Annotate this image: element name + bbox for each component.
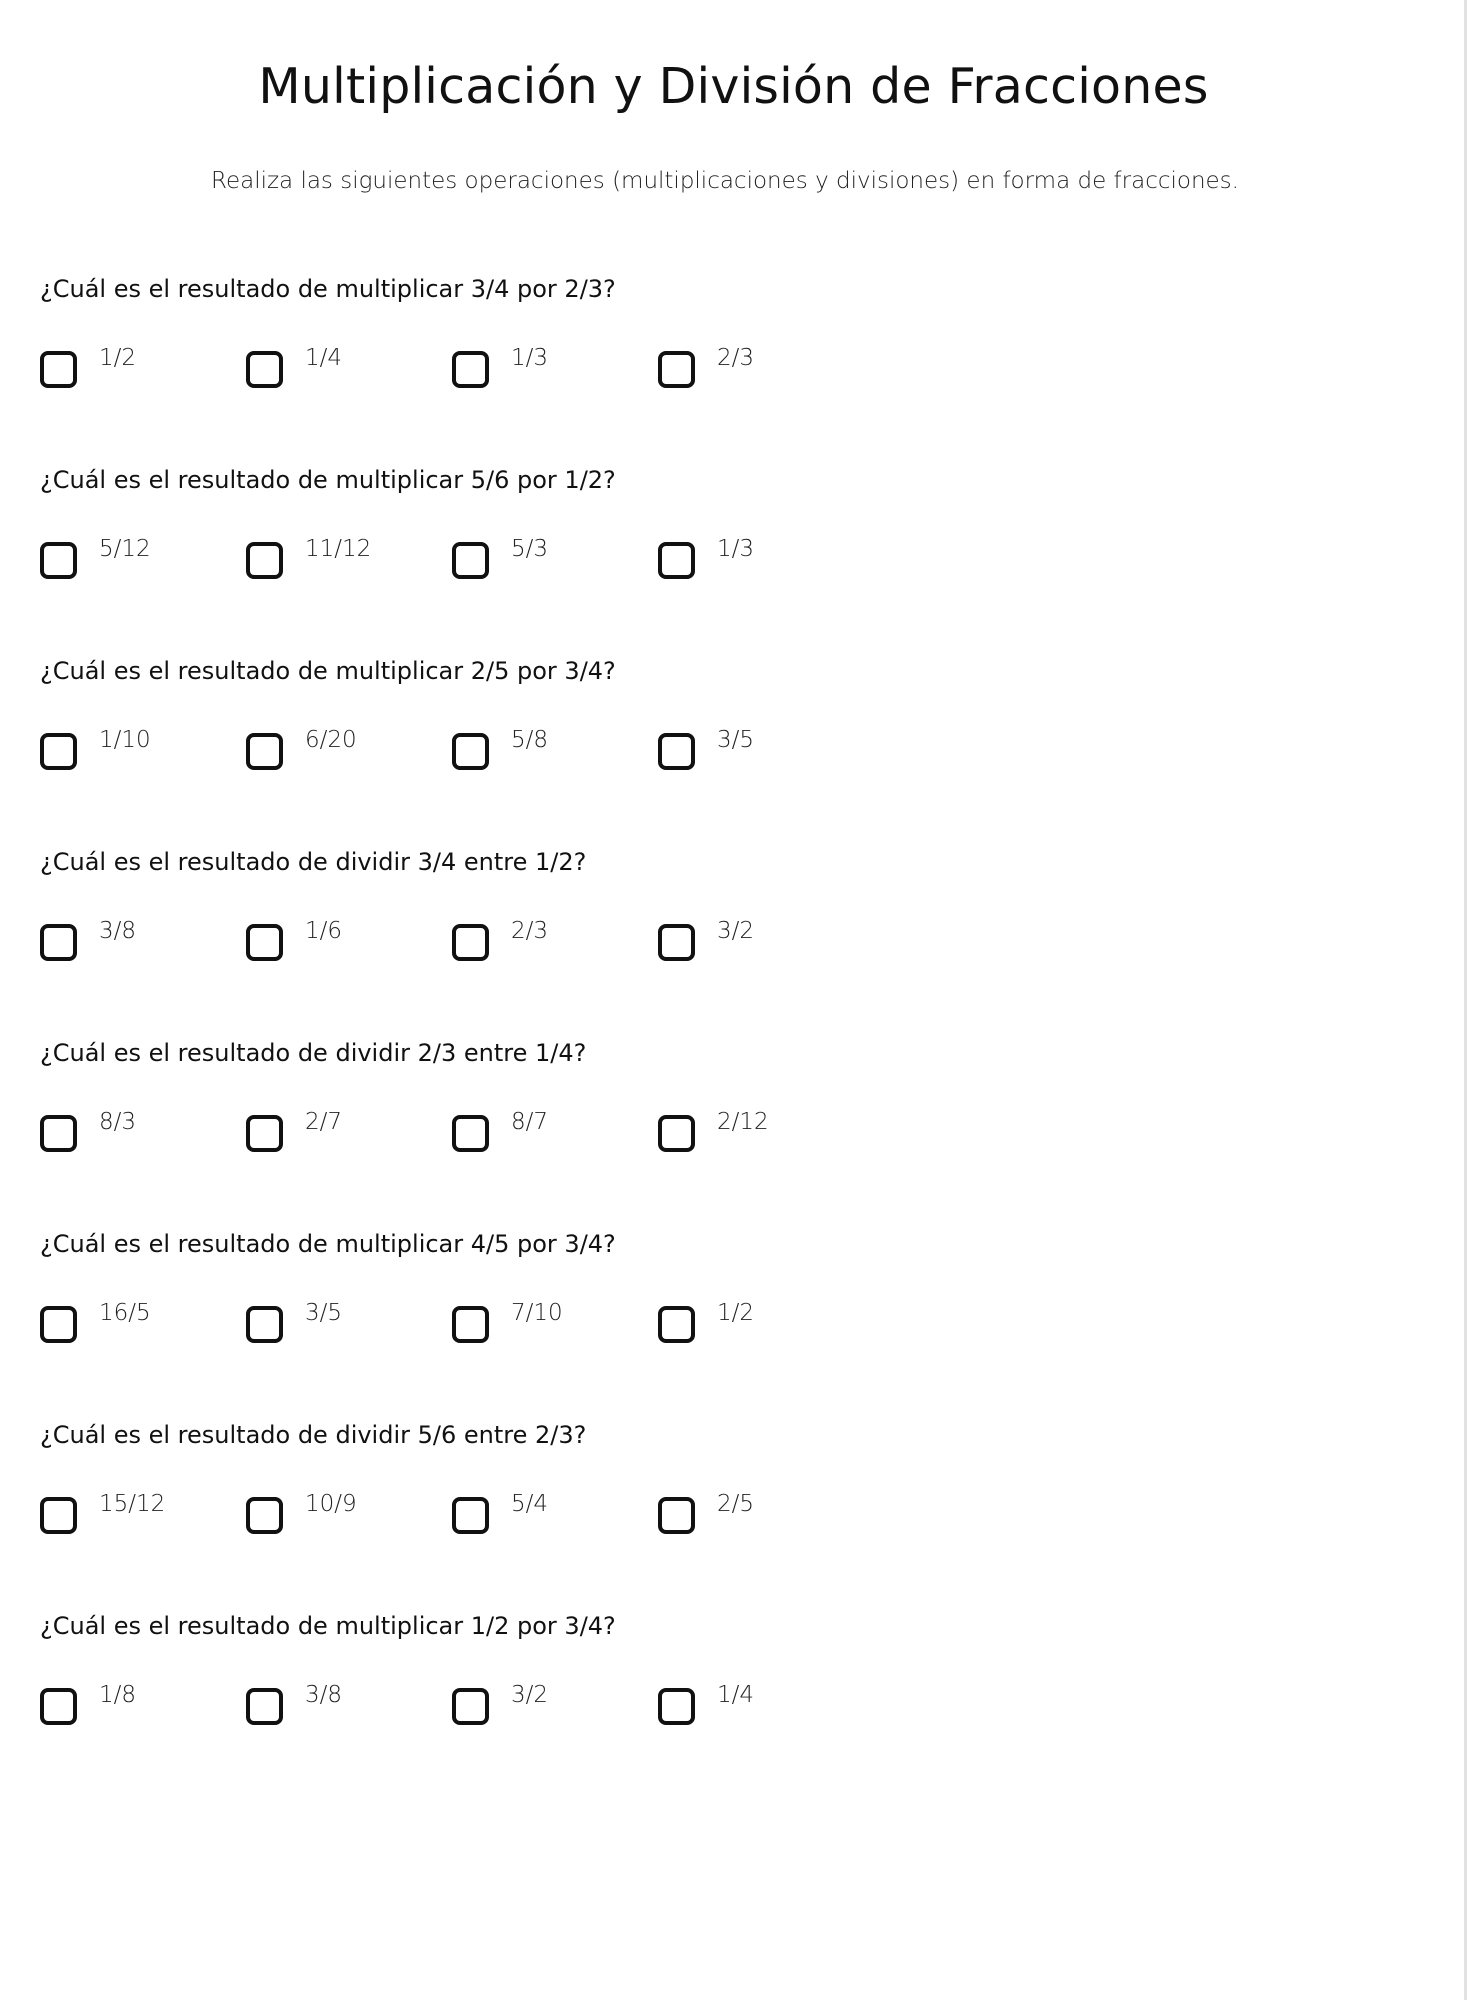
answer-option-d[interactable]: [658, 1682, 858, 1738]
checkbox[interactable]: [658, 1688, 695, 1725]
answer-option-b[interactable]: [246, 1682, 446, 1738]
checkbox[interactable]: [40, 351, 77, 388]
answer-label: 15/12: [99, 1491, 166, 1517]
checkbox[interactable]: [246, 1688, 283, 1725]
checkbox[interactable]: [452, 924, 489, 961]
checkbox[interactable]: [452, 542, 489, 579]
answer-label: 3/5: [717, 727, 755, 753]
checkbox[interactable]: [658, 924, 695, 961]
checkbox[interactable]: [246, 1306, 283, 1343]
question-text: ¿Cuál es el resultado de multiplicar 4/5 por 3/4?: [40, 1230, 616, 1258]
answer-option-c[interactable]: [452, 1109, 652, 1165]
answer-option-a[interactable]: [40, 1491, 240, 1547]
answer-option-c[interactable]: [452, 727, 652, 783]
question-4: [40, 848, 1040, 1039]
question-6: [40, 1230, 1040, 1421]
answer-label: 5/12: [99, 536, 151, 562]
question-8: [40, 1612, 1040, 1803]
question-text: ¿Cuál es el resultado de multiplicar 2/5 por 3/4?: [40, 657, 616, 685]
answer-option-c[interactable]: [452, 918, 652, 974]
question-text: ¿Cuál es el resultado de dividir 5/6 entre 2/3?: [40, 1421, 587, 1449]
answer-label: 3/2: [717, 918, 755, 944]
checkbox[interactable]: [246, 1115, 283, 1152]
answer-option-c[interactable]: [452, 1682, 652, 1738]
checkbox[interactable]: [246, 924, 283, 961]
answer-label: 10/9: [305, 1491, 357, 1517]
answer-option-a[interactable]: [40, 345, 240, 401]
answer-option-d[interactable]: [658, 345, 858, 401]
checkbox[interactable]: [452, 1115, 489, 1152]
checkbox[interactable]: [658, 542, 695, 579]
question-text: ¿Cuál es el resultado de multiplicar 3/4 por 2/3?: [40, 275, 616, 303]
answer-label: 1/6: [305, 918, 343, 944]
answer-label: 2/5: [717, 1491, 755, 1517]
answer-label: 3/8: [305, 1682, 343, 1708]
question-list: [40, 275, 1040, 1803]
checkbox[interactable]: [452, 1306, 489, 1343]
question-3: [40, 657, 1040, 848]
answer-label: 2/7: [305, 1109, 343, 1135]
answer-label: 3/2: [511, 1682, 549, 1708]
answer-label: 1/4: [717, 1682, 755, 1708]
checkbox[interactable]: [40, 1115, 77, 1152]
answer-option-b[interactable]: [246, 918, 446, 974]
answer-option-a[interactable]: [40, 536, 240, 592]
question-text: ¿Cuál es el resultado de multiplicar 5/6 por 1/2?: [40, 466, 616, 494]
answer-label: 6/20: [305, 727, 357, 753]
answer-label: 2/3: [511, 918, 549, 944]
answer-label: 1/3: [511, 345, 549, 371]
answer-label: 2/12: [717, 1109, 769, 1135]
question-text: ¿Cuál es el resultado de dividir 3/4 entre 1/2?: [40, 848, 587, 876]
answer-label: 11/12: [305, 536, 372, 562]
answer-options: [40, 918, 1040, 974]
answer-option-b[interactable]: [246, 1300, 446, 1356]
answer-option-c[interactable]: [452, 345, 652, 401]
answer-option-d[interactable]: [658, 1109, 858, 1165]
answer-options: [40, 1109, 1040, 1165]
answer-option-c[interactable]: [452, 1491, 652, 1547]
answer-label: 5/3: [511, 536, 549, 562]
answer-option-d[interactable]: [658, 727, 858, 783]
answer-label: 3/5: [305, 1300, 343, 1326]
checkbox[interactable]: [40, 924, 77, 961]
answer-label: 1/2: [99, 345, 137, 371]
checkbox[interactable]: [658, 351, 695, 388]
checkbox[interactable]: [40, 1306, 77, 1343]
answer-option-d[interactable]: [658, 918, 858, 974]
answer-option-b[interactable]: [246, 1491, 446, 1547]
answer-options: [40, 1300, 1040, 1356]
answer-option-d[interactable]: [658, 1300, 858, 1356]
answer-label: 16/5: [99, 1300, 151, 1326]
question-text: ¿Cuál es el resultado de dividir 2/3 entre 1/4?: [40, 1039, 587, 1067]
answer-label: 5/8: [511, 727, 549, 753]
question-1: [40, 275, 1040, 466]
answer-option-a[interactable]: [40, 1109, 240, 1165]
question-text: ¿Cuál es el resultado de multiplicar 1/2 por 3/4?: [40, 1612, 616, 1640]
checkbox[interactable]: [40, 733, 77, 770]
checkbox[interactable]: [40, 1688, 77, 1725]
answer-options: [40, 727, 1040, 783]
answer-option-b[interactable]: [246, 345, 446, 401]
checkbox[interactable]: [452, 733, 489, 770]
checkbox[interactable]: [246, 1497, 283, 1534]
checkbox[interactable]: [658, 1497, 695, 1534]
answer-label: 2/3: [717, 345, 755, 371]
checkbox[interactable]: [658, 733, 695, 770]
checkbox[interactable]: [246, 733, 283, 770]
answer-label: 1/2: [717, 1300, 755, 1326]
checkbox[interactable]: [40, 1497, 77, 1534]
page-title: Multiplicación y División de Fracciones: [258, 58, 1209, 115]
answer-option-b[interactable]: [246, 1109, 446, 1165]
answer-label: 1/8: [99, 1682, 137, 1708]
answer-options: [40, 1491, 1040, 1547]
answer-option-d[interactable]: [658, 1491, 858, 1547]
answer-label: 1/3: [717, 536, 755, 562]
answer-option-a[interactable]: [40, 918, 240, 974]
checkbox[interactable]: [40, 542, 77, 579]
instructions-text: Realiza las siguientes operaciones (multiplicaciones y divisiones) en forma de fracciones.: [211, 168, 1239, 194]
answer-option-d[interactable]: [658, 536, 858, 592]
checkbox[interactable]: [246, 351, 283, 388]
checkbox[interactable]: [246, 542, 283, 579]
checkbox[interactable]: [452, 1688, 489, 1725]
checkbox[interactable]: [658, 1115, 695, 1152]
answer-label: 8/3: [99, 1109, 137, 1135]
answer-option-b[interactable]: [246, 536, 446, 592]
checkbox[interactable]: [452, 1497, 489, 1534]
question-2: [40, 466, 1040, 657]
answer-label: 1/4: [305, 345, 343, 371]
answer-option-a[interactable]: [40, 727, 240, 783]
answer-option-c[interactable]: [452, 1300, 652, 1356]
answer-label: 7/10: [511, 1300, 563, 1326]
answer-option-c[interactable]: [452, 536, 652, 592]
answer-options: [40, 536, 1040, 592]
answer-label: 1/10: [99, 727, 151, 753]
checkbox[interactable]: [452, 351, 489, 388]
answer-label: 8/7: [511, 1109, 549, 1135]
answer-options: [40, 345, 1040, 401]
question-5: [40, 1039, 1040, 1230]
answer-label: 3/8: [99, 918, 137, 944]
question-7: [40, 1421, 1040, 1612]
answer-option-a[interactable]: [40, 1682, 240, 1738]
answer-label: 5/4: [511, 1491, 549, 1517]
answer-options: [40, 1682, 1040, 1738]
checkbox[interactable]: [658, 1306, 695, 1343]
answer-option-b[interactable]: [246, 727, 446, 783]
answer-option-a[interactable]: [40, 1300, 240, 1356]
